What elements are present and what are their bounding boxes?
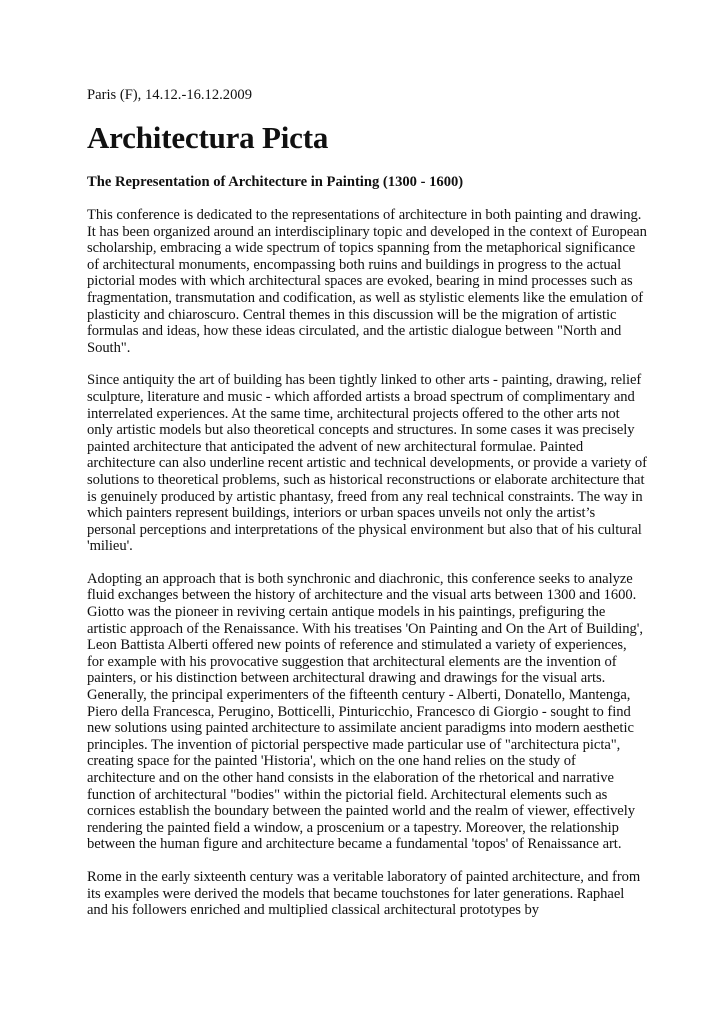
body-paragraph-1: This conference is dedicated to the representations of architecture in both painting and drawing. It has been organized around an interdisciplinary topic and developed in the context of European scholarship, embracing a wide spectrum of topics spanning from the metaphorical significance of architectural monuments, encompassing both ruins and buildings in progress to the actual pictorial modes with which architectural spaces are evoked, bearing in mind processes such as fragmentation, transmutation and codification, as well as stylistic elements like the emulation of plasticity and chiaroscuro. Central themes in this discussion will be the migration of artistic formulas and ideas, how these ideas circulated, and the artistic dialogue between "North and South".	[87, 207, 647, 356]
body-paragraph-4: Rome in the early sixteenth century was a veritable laboratory of painted architecture, and from its examples were derived the models that became touchstones for later generations. Raphael and his followers enriched and multiplied classical architectural prototypes by	[87, 868, 641, 919]
document-subtitle: The Representation of Architecture in Painting (1300 - 1600)	[87, 174, 464, 190]
document-page	[87, 86, 647, 919]
body-paragraph-2: Since antiquity the art of building has been tightly linked to other arts - painting, drawing, relief sculpture, literature and music - which afforded artists a broad spectrum of complimentary and interrelated experiences. At the same time, architectural projects offered to the other arts not only artistic models but also theoretical concepts and structures. In some cases it was precisely painted architecture that anticipated the advent of new architectural formulae. Painted architecture can also underline recent artistic and technical developments, or provide a variety of solutions to theoretical problems, such as historical reconstructions or elaborate architecture that is genuinely produced by artistic phantasy, freed from any real technical constraints. The way in which painters represent buildings, interiors or urban spaces unveils not only the artist’s personal perceptions and interpretations of the physical environment but also that of his cultural 'milieu'.	[87, 372, 647, 555]
dateline: Paris (F), 14.12.-16.12.2009	[87, 87, 252, 103]
body-paragraph-3: Adopting an approach that is both synchronic and diachronic, this conference seeks to analyze fluid exchanges between the history of architecture and the visual arts between 1300 and 1600. Giotto was the pioneer in reviving certain antique models in his paintings, prefiguring the artistic approach of the Renaissance. With his treatises 'On Painting and On the Art of Building', Leon Battista Alberti offered new points of reference and stimulated a variety of experiences, for example with his provocative suggestion that architectural elements are the invention of painters, or his distinction between architectural drawing and drawings for the visual arts. Generally, the principal experimenters of the fifteenth century - Alberti, Donatello, Mantenga, Piero della Francesca, Perugino, Botticelli, Pinturicchio, Francesco di Giorgio - sought to find new solutions using painted architecture to assimilate ancient paradigms into modern aesthetic principles. The invention of pictorial perspective made particular use of "architectura picta", creating space for the painted 'Historia', which on the one hand relies on the study of architecture and on the other hand consists in the elaboration of the rhetorical and narrative function of architectural "bodies" within the pictorial field. Architectural elements such as cornices establish the boundary between the painted world and the realm of viewer, effectively rendering the painted field a window, a proscenium or a tapestry. Moreover, the relationship between the human figure and architecture became a fundamental 'topos' of Renaissance art.	[87, 570, 643, 853]
document-title: Architectura Picta	[87, 120, 329, 155]
